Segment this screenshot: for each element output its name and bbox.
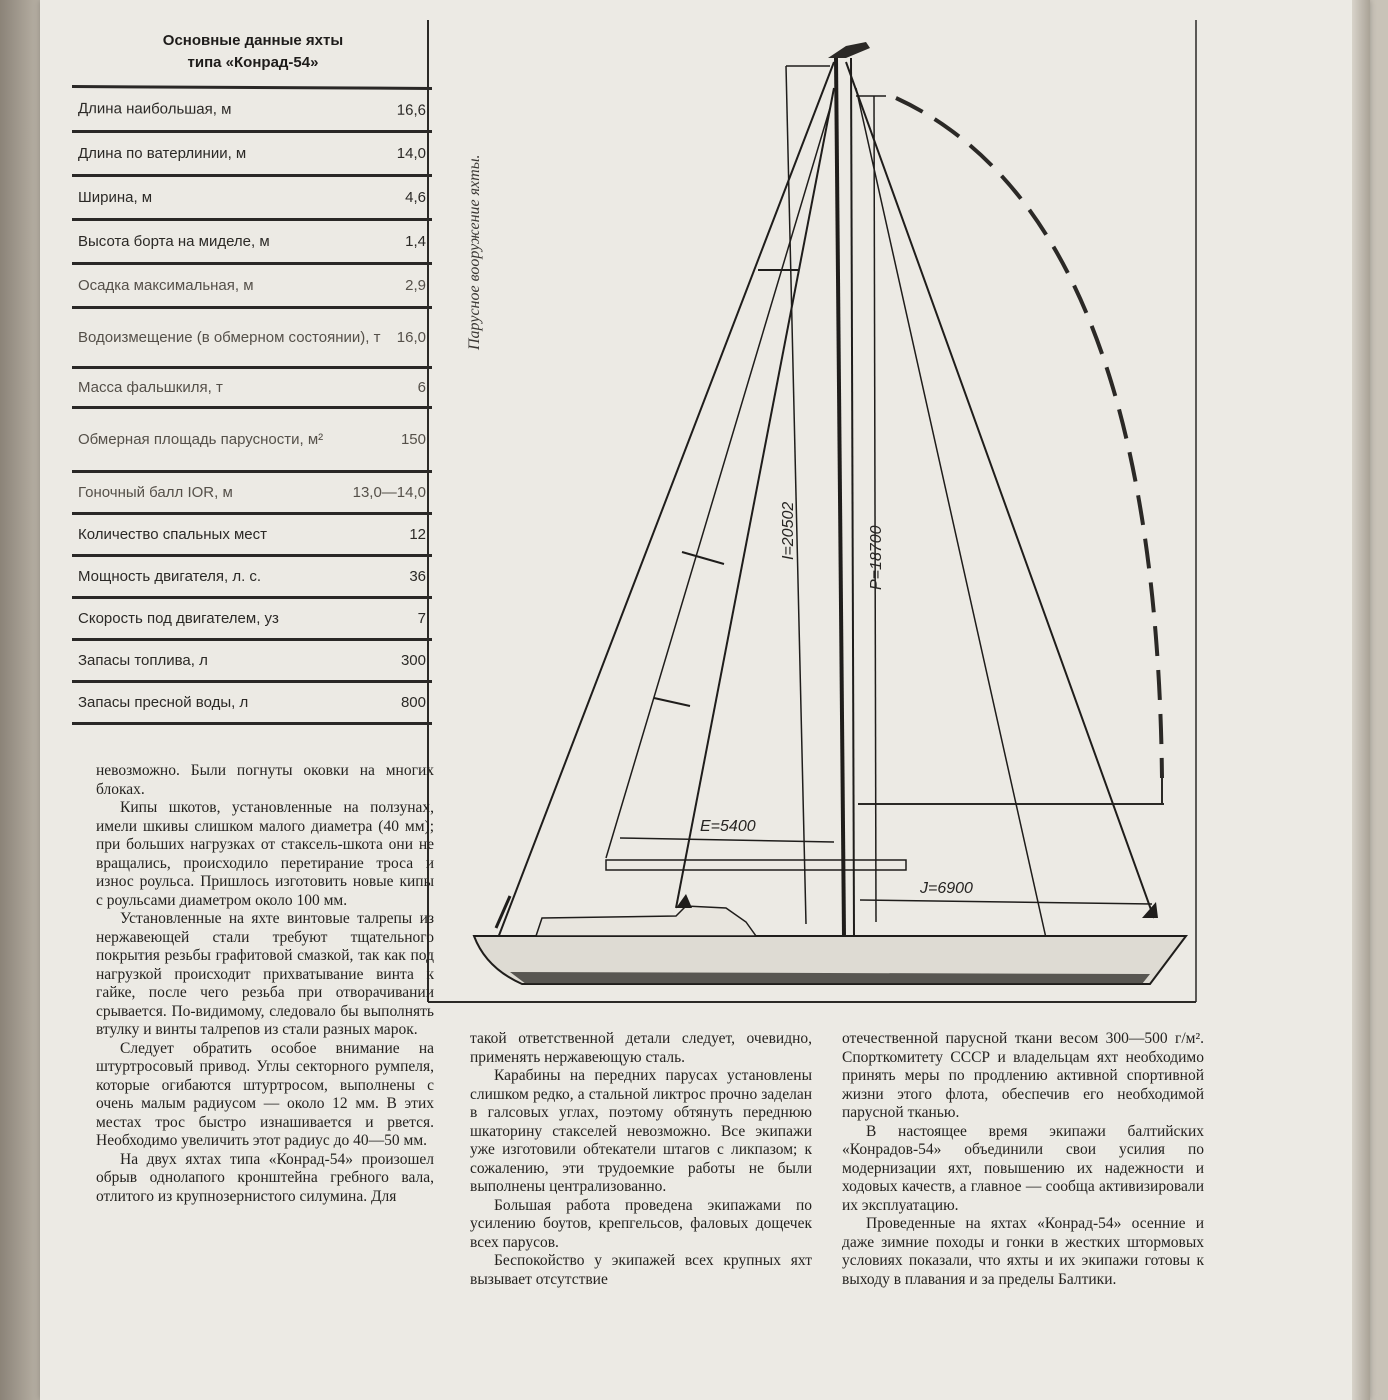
spec-label: Количество спальных мест <box>78 525 268 543</box>
diagram-caption: Парусное вооружение яхты. <box>466 154 483 350</box>
spec-label: Длина наибольшая, м <box>78 99 232 118</box>
spec-row <box>72 306 432 366</box>
paragraph: невозможно. Были погнуты оковки на многих блоках. <box>96 762 434 798</box>
spec-row <box>72 366 432 406</box>
inner-forestay <box>676 88 834 908</box>
main-leech <box>856 88 1046 938</box>
spec-value: 2,9 <box>405 277 426 294</box>
spec-row <box>72 638 432 680</box>
spec-value: 1,4 <box>405 233 426 250</box>
paragraph: Кипы шкотов, установленные на ползунах, имели шкивы слишком малого диаметра (40 мм); при больших нагрузках от стаксель-шкота они не вращались, происходило перетирание троса и износ роульса. Пришлось изготовить новые кипы с роульсами диаметром около 100 мм. <box>96 799 434 909</box>
paragraph: Карабины на передних парусах установлены слишком редко, а стальной ликтрос прочно заделан в галсовых углах, поэтому обтянуть переднюю шкаторину стакселей невозможно. Все экипажи уже изготовили обтекатели штагов с ликпазом; к сожалению, эти трудоемкие работы не были выполнены централизованно. <box>470 1067 812 1195</box>
spec-row <box>72 406 432 470</box>
spec-row <box>72 85 432 131</box>
spec-label: Высота борта на миделе, м <box>78 232 270 250</box>
paragraph: На двух яхтах типа «Конрад-54» произошел обрыв однолапого кронштейна гребного вала, отлитого из крупнозернистого силумина. Для <box>96 1150 434 1205</box>
spec-value: 36 <box>409 568 426 585</box>
dimension-line-e <box>620 838 834 842</box>
spec-label: Мощность двигателя, л. с. <box>78 567 262 585</box>
boom <box>606 860 906 870</box>
backstay <box>846 62 1154 918</box>
dimension-j-label: J=6900 <box>920 880 973 897</box>
paragraph: Большая работа проведена экипажами по усилению боутов, крепгельсов, фаловых дощечек всех парусов. <box>470 1196 812 1251</box>
spec-row <box>72 680 432 722</box>
mast <box>836 58 844 936</box>
spec-table-title <box>78 30 428 74</box>
radius-arc <box>896 98 1162 778</box>
spreader-middle <box>682 552 724 564</box>
paragraph: Беспокойство у экипажей всех крупных яхт вызывает отсутствие <box>470 1252 812 1288</box>
paragraph: В настоящее время экипажи балтийских «Конрадов-54» объединили свои усилия по модернизации яхт, повышению их надежности и ходовых качеств, а главное — сообща активизировали их эксплуатацию. <box>842 1122 1204 1214</box>
dimension-line-p <box>874 96 876 922</box>
spec-row <box>72 130 432 174</box>
spec-table-bottom-rule <box>72 722 432 725</box>
spec-value: 12 <box>409 526 426 543</box>
spec-value: 14,0 <box>396 145 426 162</box>
spec-label: Водоизмещение (в обмерном состоянии), т <box>78 328 381 346</box>
spec-value: 6 <box>417 379 426 396</box>
spec-title-line1: Основные данные яхты <box>162 32 344 49</box>
spreader-lower <box>654 698 690 706</box>
spec-value: 16,0 <box>396 329 426 346</box>
spec-value: 13,0—14,0 <box>352 484 426 501</box>
dimension-i-label: I=20502 <box>780 501 797 560</box>
paragraph: Проведенные на яхтах «Конрад-54» осенние и даже зимние походы и гонки в жестких штормовых условиях показали, что яхты и их экипажи готовы к выходу в плавания и за пределы Балтики. <box>842 1215 1204 1288</box>
spec-label: Скорость под двигателем, уз <box>78 609 279 627</box>
paragraph: отечественной парусной ткани весом 300—500 г/м². Спорткомитету СССР и владельцам яхт необходимо принять меры по продлению активной спортивной жизни этого флота, обеспечив его необходимой парусной тканью. <box>842 1030 1204 1121</box>
dimension-line-i <box>786 66 806 924</box>
spec-row <box>72 470 432 512</box>
cabin-house <box>536 906 756 936</box>
forestay <box>498 62 834 938</box>
spec-value: 4,6 <box>405 189 426 206</box>
dimension-line-j <box>860 900 1152 904</box>
spec-row <box>72 262 432 306</box>
spec-value: 16,6 <box>396 101 426 119</box>
spec-row <box>72 218 432 262</box>
page-edge <box>1352 0 1370 1400</box>
spec-label: Запасы пресной воды, л <box>78 693 249 711</box>
spec-label: Ширина, м <box>78 188 153 206</box>
dimension-p-label: P=18700 <box>868 525 885 590</box>
spec-value: 150 <box>400 431 426 448</box>
spec-value: 800 <box>400 694 426 711</box>
spec-label: Гоночный балл IOR, м <box>78 483 233 501</box>
sail-plan-drawing <box>426 18 1198 1006</box>
spec-value: 7 <box>417 610 426 627</box>
spec-table <box>72 86 432 725</box>
diagram-caption-box <box>466 70 494 350</box>
spec-label: Масса фальшкиля, т <box>78 378 223 396</box>
paragraph: Установленные на яхте винтовые талрепы из нержавеющей стали требуют тщательного покрытия резьбы графитовой смазкой, так как под нагрузкой происходит прихватывание винта к гайке, после чего резьба при отворачивании срывается. По-видимому, следовало бы выполнять втулку и винты талрепов из стали разных марок. <box>96 910 434 1038</box>
waterline-stripe <box>510 972 1150 984</box>
spec-row <box>72 174 432 218</box>
spec-label: Осадка максимальная, м <box>78 276 254 294</box>
sail-plan-diagram <box>426 18 1198 1006</box>
spec-row <box>72 554 432 596</box>
book-spine-shadow <box>0 0 40 1400</box>
spec-row <box>72 596 432 638</box>
article-column-1 <box>96 762 434 1206</box>
spec-label: Запасы топлива, л <box>78 651 208 669</box>
mast-aft-edge <box>851 58 854 936</box>
paragraph: Следует обратить особое внимание на штуртросовый привод. Углы секторного румпеля, которые огибаются штуртросом, выполнены с очень малым радиусом — около 12 мм. В этих местах трос быстро изнашивается и рвется. Необходимо увеличить этот радиус до 40—50 мм. <box>96 1039 434 1149</box>
spec-value: 300 <box>400 652 426 669</box>
paragraph: такой ответственной детали следует, очевидно, применять нержавеющую сталь. <box>470 1030 812 1066</box>
article-column-2 <box>470 1030 812 1289</box>
spec-row <box>72 512 432 554</box>
spec-title-line2: типа «Конрад-54» <box>187 54 319 71</box>
masthead-fitting <box>828 42 870 58</box>
spec-label: Длина по ватерлинии, м <box>78 144 247 162</box>
dimension-e-label: E=5400 <box>700 818 756 835</box>
spec-label: Обмерная площадь парусности, м² <box>78 430 324 448</box>
article-column-3 <box>842 1030 1204 1289</box>
